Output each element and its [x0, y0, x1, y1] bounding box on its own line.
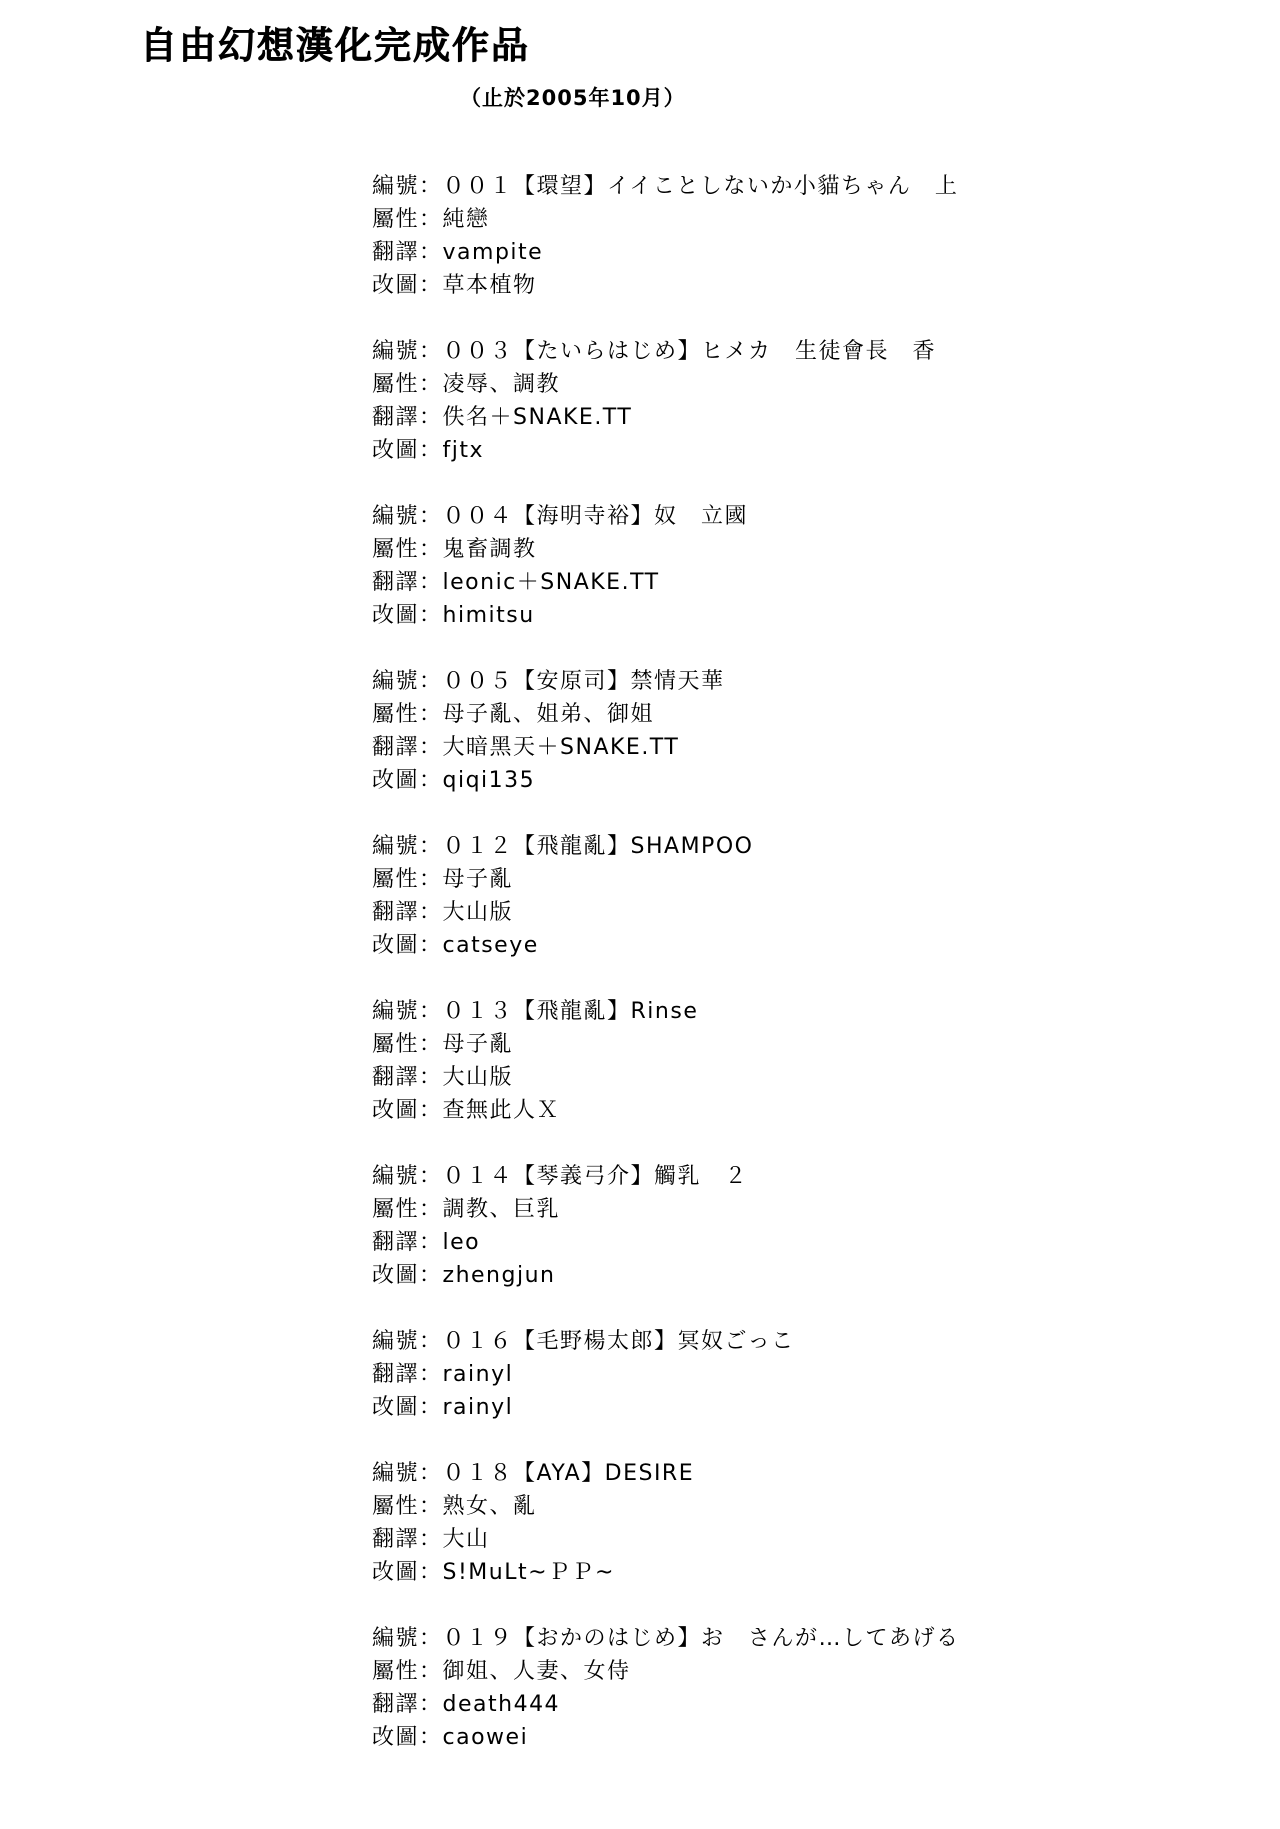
- entry-attribute-value: 母子亂、姐弟、御姐: [442, 702, 655, 728]
- entry-number-value: ００３【たいらはじめ】ヒメカ 生徒會長 香: [442, 339, 937, 365]
- entry-translation-value: death444: [442, 1692, 561, 1718]
- entry-translation-label: 翻譯：: [372, 405, 443, 431]
- entry-attribute: [372, 1490, 1280, 1523]
- entry-number-value: ０１４【琴義弓介】觸乳 ２: [442, 1164, 749, 1190]
- entry-attribute: [372, 1193, 1280, 1226]
- entry-attribute-label: 屬性：: [372, 702, 443, 728]
- entry-translation: [372, 566, 1280, 599]
- entry-attribute: [372, 533, 1280, 566]
- entry-edit-label: 改圖：: [372, 1395, 443, 1421]
- entry-number: [372, 995, 1280, 1028]
- entry-attribute: [372, 1028, 1280, 1061]
- entry-translation: [372, 1688, 1280, 1721]
- entry-number: [372, 335, 1280, 368]
- entry-number-label: 編號：: [372, 174, 443, 200]
- entry-edit-label: 改圖：: [372, 1725, 443, 1751]
- entry-number-label: 編號：: [372, 339, 443, 365]
- entry-translation-label: 翻譯：: [372, 900, 443, 926]
- entry-translation: [372, 731, 1280, 764]
- entry-attribute-label: 屬性：: [372, 207, 443, 233]
- entry-edit-value: qiqi135: [442, 768, 536, 794]
- entry-translation-value: leo: [442, 1230, 481, 1256]
- entry-attribute: [372, 368, 1280, 401]
- entry-number-label: 編號：: [372, 1626, 443, 1652]
- entry-number-value: ０１９【おかのはじめ】お さんが…してあげる: [442, 1626, 960, 1652]
- entry-attribute-value: 母子亂: [442, 867, 514, 893]
- entry-attribute-value: 鬼畜調教: [442, 537, 537, 563]
- entry-translation: [372, 1061, 1280, 1094]
- entry: [372, 995, 1280, 1127]
- entry-edit: [372, 1391, 1280, 1424]
- entry-translation: [372, 1226, 1280, 1259]
- entry-edit: [372, 1721, 1280, 1754]
- entry-translation-value: 大山版: [442, 900, 514, 926]
- entry-translation-label: 翻譯：: [372, 240, 443, 266]
- entry: [372, 830, 1280, 962]
- entry-attribute: [372, 698, 1280, 731]
- entry-edit: [372, 1259, 1280, 1292]
- entry-attribute-value: 純戀: [442, 207, 490, 233]
- entry-edit-label: 改圖：: [372, 768, 443, 794]
- entry-attribute-label: 屬性：: [372, 1494, 443, 1520]
- entry-number-value: ００１【環望】イイことしないか小貓ちゃん 上: [442, 174, 959, 200]
- entry-edit-label: 改圖：: [372, 933, 443, 959]
- entry: [372, 1160, 1280, 1292]
- entry-translation-value: 大山版: [442, 1065, 514, 1091]
- entry: [372, 170, 1280, 302]
- entry-edit-value: fjtx: [442, 438, 485, 464]
- entry-translation: [372, 236, 1280, 269]
- entry-edit-value: himitsu: [442, 603, 535, 629]
- entry-number-label: 編號：: [372, 1164, 443, 1190]
- entry-number-label: 編號：: [372, 1329, 443, 1355]
- entry-attribute-value: 熟女、亂: [442, 1494, 537, 1520]
- entry-number: [372, 170, 1280, 203]
- entry-number-label: 編號：: [372, 669, 443, 695]
- entry-translation: [372, 896, 1280, 929]
- entry-number-value: ０１８【AYA】DESIRE: [442, 1461, 695, 1487]
- entry-translation-value: 大山: [442, 1527, 490, 1553]
- entry-edit: [372, 434, 1280, 467]
- entry-edit: [372, 1094, 1280, 1127]
- entry-translation-value: rainyl: [442, 1362, 514, 1388]
- entry-edit-label: 改圖：: [372, 438, 443, 464]
- entry-number-label: 編號：: [372, 1461, 443, 1487]
- entry-edit-value: S!MuLt~ＰＰ~: [442, 1560, 615, 1586]
- entry-number-label: 編號：: [372, 834, 443, 860]
- entry-number-value: ０１６【毛野楊太郎】冥奴ごっこ: [442, 1329, 795, 1355]
- entry: [372, 1622, 1280, 1754]
- entry-translation-value: 佚名＋SNAKE.TT: [442, 405, 633, 431]
- entry-edit: [372, 1556, 1280, 1589]
- entry-attribute-label: 屬性：: [372, 372, 443, 398]
- entry: [372, 500, 1280, 632]
- entry-edit-label: 改圖：: [372, 1263, 443, 1289]
- entry-edit-value: 查無此人Ｘ: [442, 1098, 561, 1124]
- entry-attribute-label: 屬性：: [372, 1032, 443, 1058]
- entry-number: [372, 665, 1280, 698]
- entry-attribute-value: 母子亂: [442, 1032, 514, 1058]
- entry: [372, 1325, 1280, 1424]
- page-title: 自由幻想漢化完成作品: [140, 24, 530, 67]
- entry-edit-value: caowei: [442, 1725, 529, 1751]
- entry-number: [372, 830, 1280, 863]
- entry-translation-value: 大暗黑天＋SNAKE.TT: [442, 735, 680, 761]
- entry-number: [372, 1160, 1280, 1193]
- page-subtitle: （止於2005年10月）: [460, 86, 686, 111]
- entry-translation-label: 翻譯：: [372, 570, 443, 596]
- entry-number: [372, 500, 1280, 533]
- entry-translation-label: 翻譯：: [372, 1527, 443, 1553]
- entry-attribute-label: 屬性：: [372, 537, 443, 563]
- entry-edit: [372, 269, 1280, 302]
- entry-edit-label: 改圖：: [372, 1560, 443, 1586]
- entry-list: [0, 170, 1280, 1754]
- entry-attribute: [372, 863, 1280, 896]
- entry-translation: [372, 1358, 1280, 1391]
- entry-attribute-label: 屬性：: [372, 1197, 443, 1223]
- entry-attribute: [372, 203, 1280, 236]
- entry-attribute-value: 凌辱、調教: [442, 372, 561, 398]
- entry: [372, 665, 1280, 797]
- entry-edit-value: zhengjun: [442, 1263, 556, 1289]
- entry-attribute-label: 屬性：: [372, 867, 443, 893]
- entry-attribute-value: 調教、巨乳: [442, 1197, 561, 1223]
- entry-translation: [372, 401, 1280, 434]
- entry-edit-value: catseye: [442, 933, 539, 959]
- entry-number: [372, 1457, 1280, 1490]
- entry-translation-label: 翻譯：: [372, 735, 443, 761]
- entry-edit: [372, 764, 1280, 797]
- entry-edit-label: 改圖：: [372, 1098, 443, 1124]
- entry-translation-label: 翻譯：: [372, 1692, 443, 1718]
- entry-edit: [372, 599, 1280, 632]
- entry-translation: [372, 1523, 1280, 1556]
- entry-number-value: ００４【海明寺裕】奴 立國: [442, 504, 749, 530]
- entry-edit-value: rainyl: [442, 1395, 514, 1421]
- title-block: [0, 0, 1280, 112]
- entry: [372, 335, 1280, 467]
- entry-edit-value: 草本植物: [442, 273, 537, 299]
- entry-number-value: ０１３【飛龍亂】Rinse: [442, 999, 699, 1025]
- entry-edit: [372, 929, 1280, 962]
- entry-edit-label: 改圖：: [372, 603, 443, 629]
- entry-translation-value: vampite: [442, 240, 544, 266]
- entry-number: [372, 1622, 1280, 1655]
- entry-attribute: [372, 1655, 1280, 1688]
- entry-edit-label: 改圖：: [372, 273, 443, 299]
- entry-number-value: ００５【安原司】禁情天華: [442, 669, 725, 695]
- entry-number: [372, 1325, 1280, 1358]
- entry: [372, 1457, 1280, 1589]
- entry-translation-value: leonic＋SNAKE.TT: [442, 570, 660, 596]
- entry-attribute-value: 御姐、人妻、女侍: [442, 1659, 631, 1685]
- entry-number-label: 編號：: [372, 504, 443, 530]
- entry-number-label: 編號：: [372, 999, 443, 1025]
- entry-attribute-label: 屬性：: [372, 1659, 443, 1685]
- entry-translation-label: 翻譯：: [372, 1362, 443, 1388]
- entry-translation-label: 翻譯：: [372, 1065, 443, 1091]
- entry-translation-label: 翻譯：: [372, 1230, 443, 1256]
- entry-number-value: ０１２【飛龍亂】SHAMPOO: [442, 834, 754, 860]
